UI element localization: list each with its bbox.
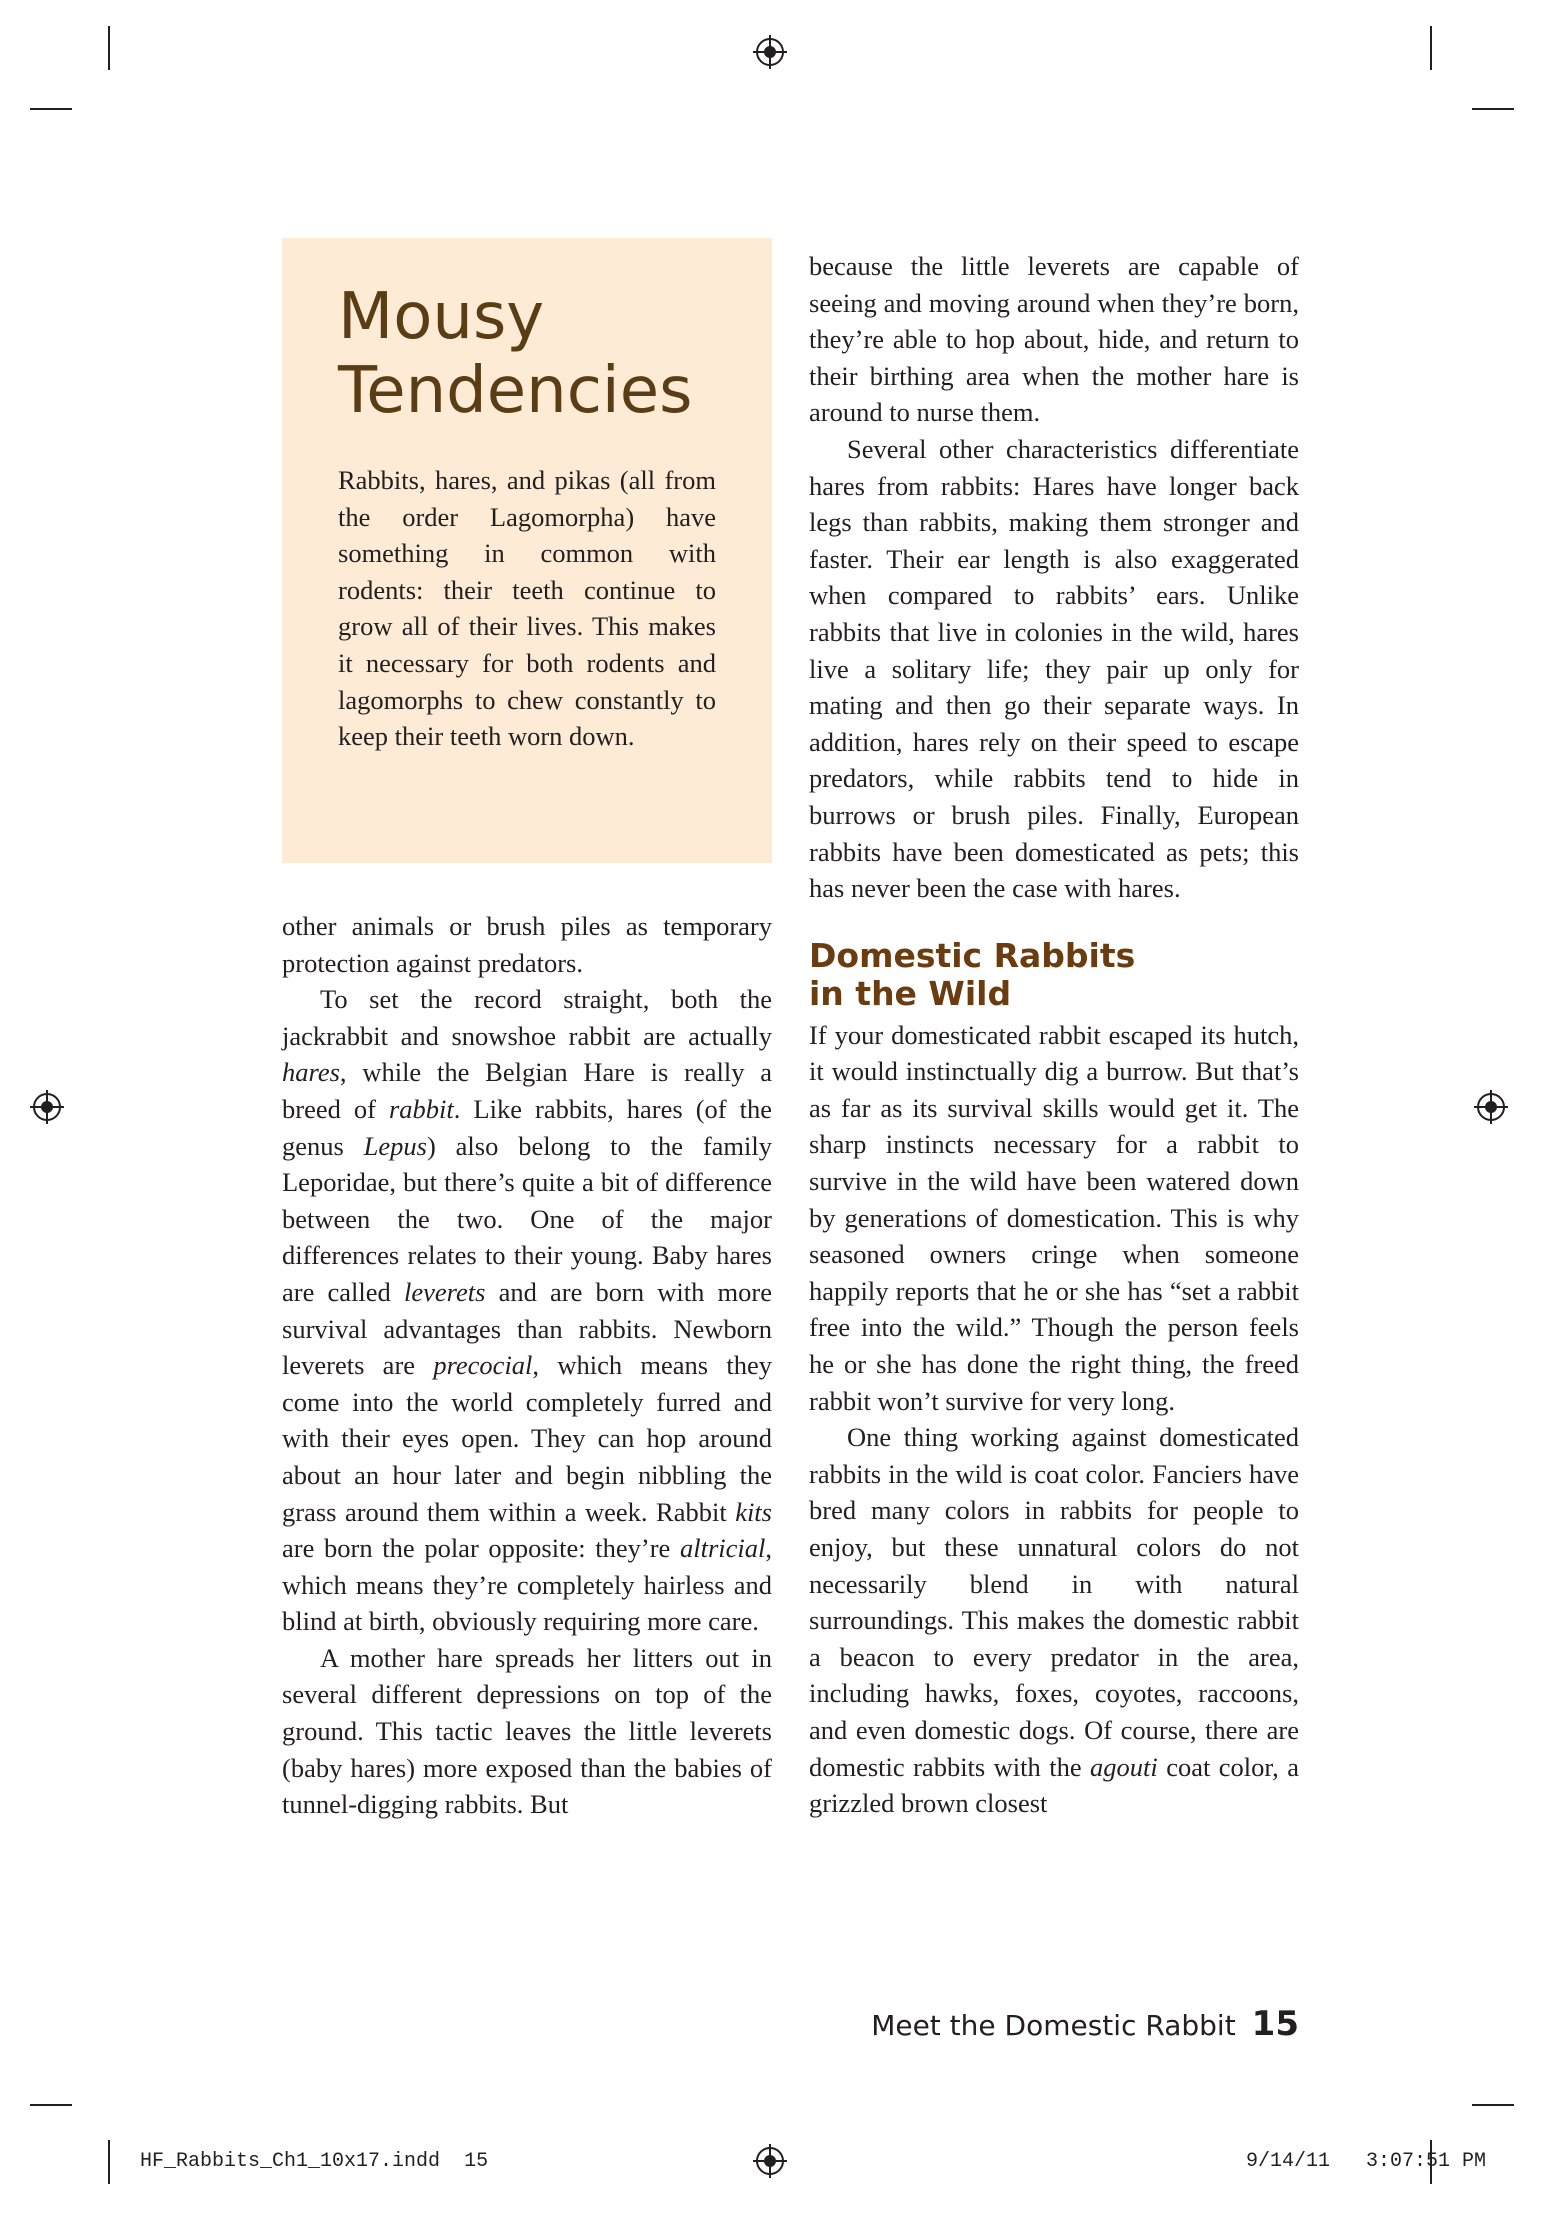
crop-mark [30,2104,72,2106]
running-footer [871,2004,1299,2044]
paragraph: To set the record straight, both the jackrabbit and snowshoe rabbit are actually hares, while the Belgian Hare is really a breed of rabbit. Like rabbits, hares (of the genus Lepus) also belong to the family Leporidae, but there’s quite a bit of difference between the two. One of the major differences relates to their young. Baby hares are called leverets and are born with more survival advantages than rabbits. Newborn leverets are precocial, which means they come into the world completely furred and with their eyes open. They can hop around about an hour later and begin nibbling the grass around them within a week. Rabbit kits are born the polar opposite: they’re altricial, which means they’re completely hairless and blind at birth, obviously requiring more care. [282,984,772,1637]
running-title: Meet the Domestic Rabbit [871,2009,1236,2042]
crop-mark [1472,108,1514,110]
sidebar-box [282,238,772,863]
paragraph: because the little leverets are capable of seeing and moving around when they’re born, they’re able to hop about, hide, and return to their birthing area when the mother hare is around to nurse them. [809,251,1299,428]
crop-mark [30,108,72,110]
italic-term: Lepus [363,1130,427,1161]
right-column [809,248,1299,1822]
registration-mark-icon [1474,1090,1508,1124]
registration-mark-icon [753,35,787,69]
sidebar-title-line: Tendencies [338,354,693,428]
crop-mark [108,2140,110,2184]
registration-mark-icon [30,1090,64,1124]
italic-term: agouti [1090,1751,1158,1782]
section-heading-line: Domestic Rabbits [809,935,1136,975]
crop-mark [108,26,110,70]
section-heading-line: in the Wild [809,973,1012,1013]
slug-timestamp [1246,2150,1486,2173]
left-column [282,908,772,1823]
italic-term: leverets [403,1276,486,1307]
paragraph: One thing working against domesticated rabbits in the wild is coat color. Fanciers have bred many colors in rabbits for people to enjoy, but these unnatural colors do not necessarily blend in with natural surroundings. This makes the domestic rabbit a beacon to every predator in the area, including hawks, foxes, coyotes, raccoons, and even domestic dogs. Of course, there are domestic rabbits with the agouti coat color, a grizzled brown closest [809,1422,1299,1819]
italic-term: precocial [433,1350,533,1381]
italic-term: altricial [679,1533,766,1564]
paragraph: If your domesticated rabbit escaped its hutch, it would instinctually dig a burrow. But that’s as far as its survival skills would get it. The sharp instincts necessary for a rabbit to survive in the wild have been watered down by generations of domestication. This is why seasoned owners cringe when someone happily reports that he or she has “set a rabbit free into the wild.” Though the person feels he or she has done the right thing, the freed rabbit won’t survive for very long. [809,1019,1299,1416]
sidebar-title-line: Mousy [338,280,545,354]
slug-file-name: HF_Rabbits_Ch1_10x17.indd [140,2150,441,2173]
crop-mark [1430,26,1432,70]
italic-term: kits [735,1496,772,1527]
italic-term: hares [282,1057,340,1088]
crop-mark [1472,2104,1514,2106]
slug-date: 9/14/11 [1246,2150,1331,2173]
italic-term: rabbit [388,1093,454,1124]
paragraph: other animals or brush piles as temporary protection against predators. [282,911,772,978]
slug-file [140,2150,488,2173]
registration-mark-icon [753,2144,787,2178]
paragraph: A mother hare spreads her litters out in several different depressions on top of the ground. This tactic leaves the little leverets (baby hares) more exposed than the babies of tunnel-digging rabbits. But [282,1642,772,1820]
sidebar-title [338,280,716,428]
sidebar-body: Rabbits, hares, and pikas (all from the order Lagomorpha) have something in common with rodents: their teeth continue to grow all of their lives. This makes it necessary for both rodents and lagomorphs to chew constantly to keep their teeth worn down. [338,465,716,752]
slug-time: 3:07:51 PM [1366,2150,1487,2173]
paragraph: Several other characteristics differentiate hares from rabbits: Hares have longer back legs than rabbits, making them stronger and faster. Their ear length is also exaggerated when compared to rabbits’ ears. Unlike rabbits that live in colonies in the wild, hares live a solitary life; they pair up only for mating and then go their separate ways. In addition, hares rely on their speed to escape predators, while rabbits tend to hide in burrows or brush piles. Finally, European rabbits have been domesticated as pets; this has never been the case with hares. [809,433,1299,904]
section-heading [809,937,1299,1013]
slug-file-page: 15 [464,2150,489,2173]
page-number: 15 [1251,2004,1299,2044]
